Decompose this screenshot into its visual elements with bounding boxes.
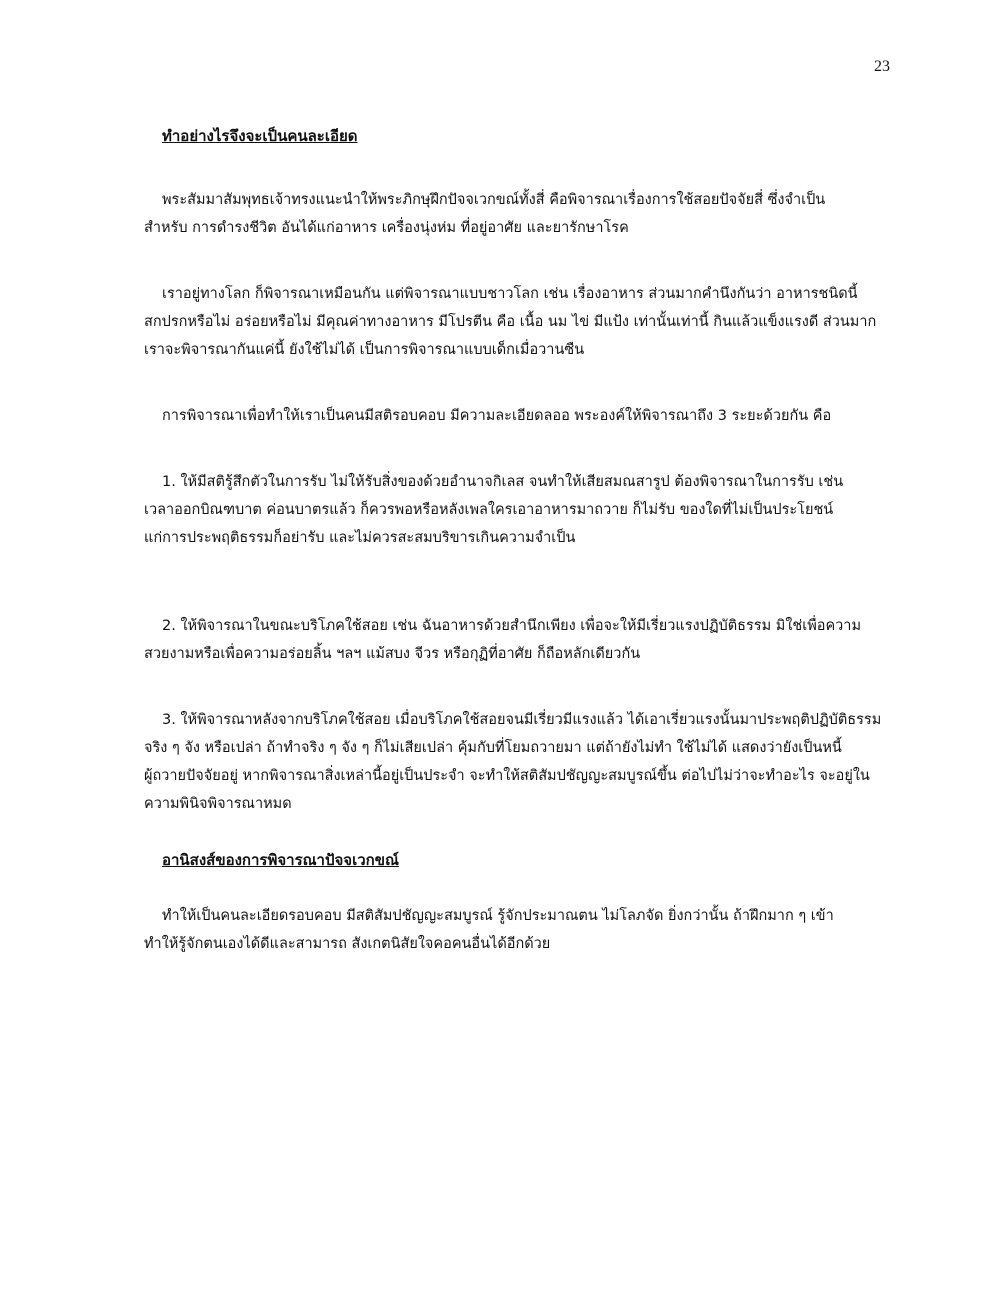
paragraph-three-stages [162, 402, 882, 430]
section-heading-benefits: อานิสงส์ของการพิจารณาปัจจเวกขณ์ [162, 851, 399, 869]
paragraph-stage-3 [144, 706, 882, 818]
text-line: สวยงามหรือเพื่อความอร่อยลิ้น ฯลฯ แม้สบง จีวร หรือกุฏิที่อาศัย ก็ถือหลักเดียวกัน [144, 646, 641, 662]
text-line: 3. ให้พิจารณาหลังจากบริโภคใช้สอย เมื่อบริโภคใช้สอยจนมีเรี่ยวมีแรงแล้ว ได้เอาเรี่ยวแรงนั้นมาประพฤติปฏิบัติธรรม [162, 712, 882, 728]
page-number: 23 [874, 58, 890, 75]
paragraph-stage-1 [144, 468, 882, 552]
text-line: 1. ให้มีสติรู้สึกตัวในการรับ ไม่ให้รับสิ่งของด้วยอำนาจกิเลส จนทำให้เสียสมณสารูป ต้องพิจารณาในการรับ เช่น [162, 474, 844, 490]
text-line: เราจะพิจารณากันแค่นี้ ยังใช้ไม่ได้ เป็นการพิจารณาแบบเด็กเมื่อวานซืน [144, 342, 585, 358]
text-line: ผู้ถวายปัจจัยอยู่ หากพิจารณาสิ่งเหล่านี้อยู่เป็นประจำ จะทำให้สติสัมปชัญญะสมบูรณ์ขึ้น ต่อไปไม่ว่าจะทำอะไร จะอยู่ใน [144, 768, 870, 784]
text-line: จริง ๆ จัง หรือเปล่า ถ้าทำจริง ๆ จัง ๆ ก็ไม่เสียเปล่า คุ้มกับที่โยมถวายมา แต่ถ้ายังไม่ทำ ใช้ไม่ได้ แสดงว่ายังเป็นหนี้ [144, 740, 842, 756]
paragraph-intro [144, 186, 882, 242]
paragraph-worldly [144, 280, 882, 364]
text-line: การพิจารณาเพื่อทำให้เราเป็นคนมีสติรอบคอบ มีความละเอียดลออ พระองค์ให้พิจารณาถึง 3 ระยะด้วยกัน คือ [162, 408, 832, 424]
text-line: สำหรับ การดำรงชีวิต อันได้แก่อาหาร เครื่องนุ่งห่ม ที่อยู่อาศัย และยารักษาโรค [144, 220, 629, 236]
paragraph-benefits [144, 902, 882, 958]
section-heading-careful: ทำอย่างไรจึงจะเป็นคนละเอียด [162, 127, 358, 145]
document-body [144, 110, 882, 958]
text-line: ทำให้เป็นคนละเอียดรอบคอบ มีสติสัมปชัญญะสมบูรณ์ รู้จักประมาณตน ไม่โลภจัด ยิ่งกว่านั้น ถ้าฝึกมาก ๆ เข้า [162, 908, 834, 924]
text-line: แก่การประพฤติธรรมก็อย่ารับ และไม่ควรสะสมบริขารเกินความจำเป็น [144, 530, 576, 546]
text-line: พระสัมมาสัมพุทธเจ้าทรงแนะนำให้พระภิกษุฝึกปัจจเวกขณ์ทั้งสี่ คือพิจารณาเรื่องการใช้สอยปัจจัยสี่ ซึ่งจำเป็น [162, 192, 826, 208]
text-line: สกปรกหรือไม่ อร่อยหรือไม่ มีคุณค่าทางอาหาร มีโปรตีน คือ เนื้อ นม ไข่ มีแป้ง เท่านั้นเท่านี้ กินแล้วแข็งแรงดี ส่วนมาก [144, 314, 877, 330]
text-line: ทำให้รู้จักตนเองได้ดีและสามารถ สังเกตนิสัยใจคอคนอื่นได้อีกด้วย [144, 936, 551, 952]
text-line: 2. ให้พิจารณาในขณะบริโภคใช้สอย เช่น ฉันอาหารด้วยสำนึกเพียง เพื่อจะให้มีเรี่ยวแรงปฏิบัติธรรม มิใช่เพื่อความ [162, 618, 862, 634]
text-line: เราอยู่ทางโลก ก็พิจารณาเหมือนกัน แต่พิจารณาแบบชาวโลก เช่น เรื่องอาหาร ส่วนมากคำนึงกันว่า อาหารชนิดนี้ [162, 286, 858, 302]
text-line: เวลาออกบิณฑบาต ค่อนบาตรแล้ว ก็ควรพอหรือหลังเพลใครเอาอาหารมาถวาย ก็ไม่รับ ของใดที่ไม่เป็นประโยชน์ [144, 502, 834, 518]
text-line: ความพินิจพิจารณาหมด [144, 796, 292, 812]
paragraph-stage-2 [144, 612, 882, 668]
